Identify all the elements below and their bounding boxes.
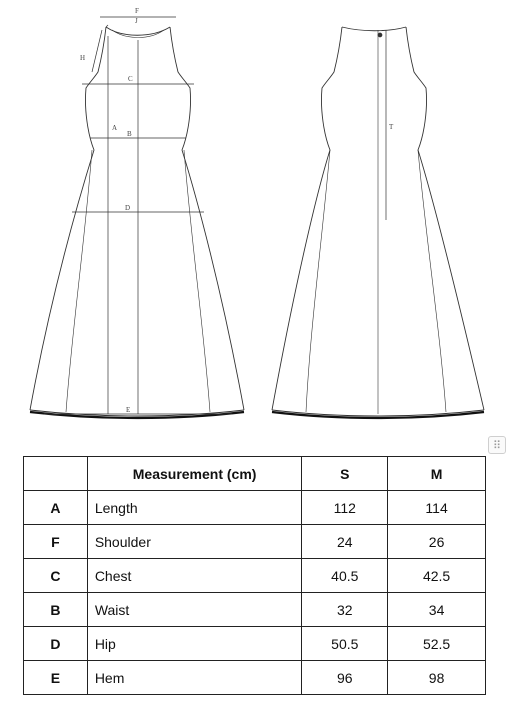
back-length-line — [378, 30, 386, 220]
row-measurement: Hip — [87, 627, 302, 661]
row-size-s: 96 — [302, 661, 388, 695]
label-waist: B — [127, 130, 132, 138]
front-view-outline — [30, 27, 244, 416]
header-code — [24, 457, 88, 491]
row-size-s: 50.5 — [302, 627, 388, 661]
row-size-m: 98 — [388, 661, 486, 695]
label-length: A — [112, 124, 118, 132]
row-size-s: 112 — [302, 491, 388, 525]
row-size-s: 32 — [302, 593, 388, 627]
label-strap: H — [80, 54, 86, 62]
header-size-s: S — [302, 457, 388, 491]
row-size-m: 42.5 — [388, 559, 486, 593]
row-code: C — [24, 559, 88, 593]
table-header-row — [24, 457, 486, 491]
row-size-m: 26 — [388, 525, 486, 559]
row-code: D — [24, 627, 88, 661]
label-hem: E — [126, 406, 131, 414]
label-chest: C — [128, 75, 133, 83]
label-neck: J — [135, 17, 138, 25]
row-size-m: 114 — [388, 491, 486, 525]
row-size-s: 24 — [302, 525, 388, 559]
row-code: F — [24, 525, 88, 559]
back-view-outline — [272, 27, 484, 416]
row-code: B — [24, 593, 88, 627]
row-code: A — [24, 491, 88, 525]
row-measurement: Shoulder — [87, 525, 302, 559]
header-measurement: Measurement (cm) — [87, 457, 302, 491]
size-chart-table — [23, 456, 486, 695]
row-measurement: Hem — [87, 661, 302, 695]
table-row — [24, 593, 486, 627]
label-back-length: T — [389, 123, 394, 131]
row-size-m: 34 — [388, 593, 486, 627]
measurement-lines — [44, 17, 232, 414]
table-row — [24, 627, 486, 661]
row-code: E — [24, 661, 88, 695]
header-size-m: M — [388, 457, 486, 491]
drag-handle-icon[interactable]: ⠿ — [488, 436, 506, 454]
table-row — [24, 525, 486, 559]
row-size-s: 40.5 — [302, 559, 388, 593]
table-row — [24, 661, 486, 695]
table-row — [24, 559, 486, 593]
row-measurement: Length — [87, 491, 302, 525]
row-size-m: 52.5 — [388, 627, 486, 661]
table-row — [24, 491, 486, 525]
label-shoulder: F — [135, 7, 139, 15]
row-measurement: Chest — [87, 559, 302, 593]
row-measurement: Waist — [87, 593, 302, 627]
label-hip: D — [125, 204, 131, 212]
